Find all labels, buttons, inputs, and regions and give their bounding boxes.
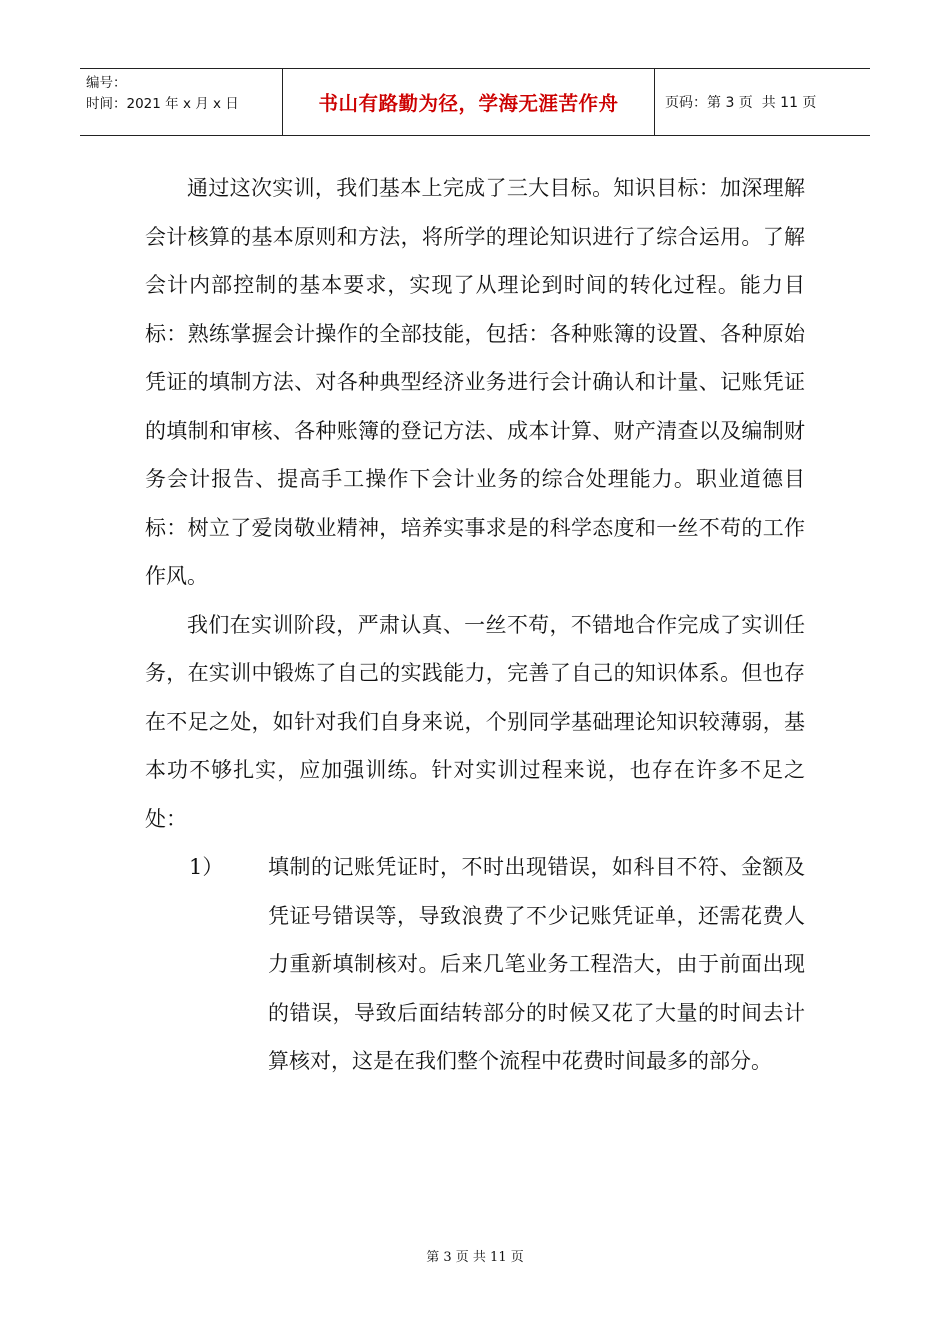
header-page-number: 页码：第 3 页 共 11 页 (665, 95, 817, 111)
page-footer: 第 3 页 共 11 页 (426, 1250, 524, 1265)
date-label: 时间：2021 年 x 月 x 日 (86, 96, 239, 112)
paragraph-shortcomings: 我们在实训阶段，严肃认真、一丝不苟，不错地合作完成了实训任务，在实训中锻炼了自己的实践能力，完善了自己的知识体系。但也存在不足之处，如针对我们自身来说，个别同学基础理论知识较薄弱，基本功不够扎实，应加强训练。针对实训过程来说，也存在许多不足之处： (145, 612, 805, 831)
document-header (80, 68, 870, 136)
list-item-text: 填制的记账凭证时，不时出现错误，如科目不符、金额及凭证号错误等，导致浪费了不少记账凭证单，还需花费人力重新填制核对。后来几笔业务工程浩大，由于前面出现的错误，导致后面结转部分的时候又花了大量的时间去计算核对，这是在我们整个流程中花费时间最多的部分。 (268, 855, 805, 1073)
list-item (145, 843, 805, 1086)
serial-number-label: 编号： (86, 75, 127, 91)
header-page-info (655, 69, 870, 135)
header-meta (80, 69, 282, 135)
header-motto: 书山有路勤为径，学海无涯苦作舟 (282, 69, 655, 135)
paragraph-objectives: 通过这次实训，我们基本上完成了三大目标。知识目标：加深理解会计核算的基本原则和方法，将所学的理论知识进行了综合运用。了解会计内部控制的基本要求，实现了从理论到时间的转化过程。能力目标：熟练掌握会计操作的全部技能，包括：各种账簿的设置、各种原始凭证的填制方法、对各种典型经济业务进行会计确认和计量、记账凭证的填制和审核、各种账簿的登记方法、成本计算、财产清查以及编制财务会计报告、提高手工操作下会计业务的综合处理能力。职业道德目标：树立了爱岗敬业精神，培养实事求是的科学态度和一丝不苟的工作作风。 (145, 176, 805, 588)
list-item-number: 1） (189, 855, 224, 879)
document-body (145, 164, 805, 1086)
